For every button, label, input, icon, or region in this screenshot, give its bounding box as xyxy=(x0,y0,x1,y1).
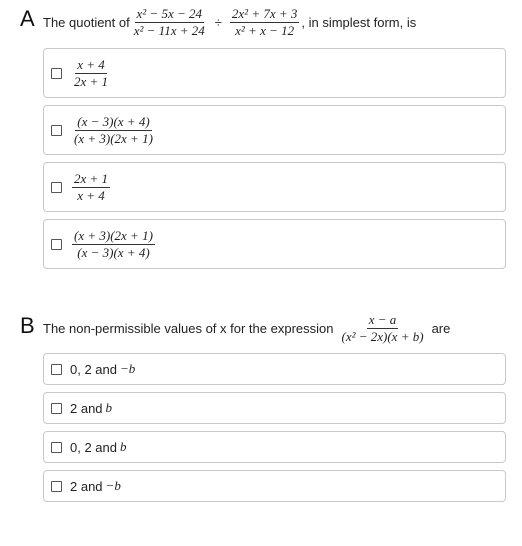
option-text: 2 and xyxy=(70,478,103,494)
question-b-option-1[interactable] xyxy=(43,353,506,385)
option-variable: b xyxy=(120,439,127,454)
question-b-option-3[interactable] xyxy=(43,431,506,463)
option-denominator: (x + 3)(2x + 1) xyxy=(74,130,153,146)
question-a-option-1[interactable] xyxy=(43,48,506,98)
checkbox[interactable] xyxy=(51,182,62,193)
checkbox[interactable] xyxy=(51,239,62,250)
option-denominator: (x − 3)(x + 4) xyxy=(77,244,150,260)
fraction-2-numerator: 2x² + 7x + 3 xyxy=(231,5,298,21)
option-fraction xyxy=(72,229,155,260)
question-a-option-2[interactable] xyxy=(43,105,506,155)
option-fraction xyxy=(72,115,155,146)
option-numerator: (x − 3)(x + 4) xyxy=(77,113,150,129)
option-label xyxy=(70,400,112,416)
checkbox[interactable] xyxy=(51,125,62,136)
question-b-option-4[interactable] xyxy=(43,470,506,502)
option-label xyxy=(70,439,127,455)
option-text: 0, 2 and xyxy=(70,361,117,377)
fraction-2-denominator: x² + x − 12 xyxy=(235,22,295,38)
checkbox[interactable] xyxy=(51,364,62,375)
checkbox[interactable] xyxy=(51,481,62,492)
question-b-prefix: The non-permissible values of x for the expression xyxy=(43,320,334,336)
question-b-fraction xyxy=(339,313,425,344)
checkbox[interactable] xyxy=(51,403,62,414)
option-denominator: x + 4 xyxy=(77,187,105,203)
option-variable: b xyxy=(105,400,113,415)
question-b-stem xyxy=(43,311,450,345)
checkbox[interactable] xyxy=(51,442,62,453)
option-text: 2 and xyxy=(70,400,103,416)
question-a-stem xyxy=(43,5,416,39)
question-b-option-2[interactable] xyxy=(43,392,506,424)
option-variable: −b xyxy=(120,361,136,376)
option-fraction xyxy=(72,172,110,203)
fraction-numerator: x − a xyxy=(368,311,397,327)
divide-operator: ÷ xyxy=(214,14,222,30)
option-denominator: 2x + 1 xyxy=(74,73,109,89)
fraction-1-denominator: x² − 11x + 24 xyxy=(133,22,205,38)
question-a-suffix: , in simplest form, is xyxy=(301,14,417,30)
question-a-option-4[interactable] xyxy=(43,219,506,269)
checkbox[interactable] xyxy=(51,68,62,79)
option-label xyxy=(70,361,135,377)
question-b-suffix: are xyxy=(431,320,451,336)
fraction-1-numerator: x² − 5x − 24 xyxy=(136,5,202,21)
option-numerator: (x + 3)(2x + 1) xyxy=(74,227,153,243)
option-numerator: 2x + 1 xyxy=(74,170,109,186)
option-fraction xyxy=(72,58,110,89)
fraction-denominator: (x² − 2x)(x + b) xyxy=(341,328,424,344)
option-variable: −b xyxy=(105,478,121,493)
question-a-fraction-1 xyxy=(132,7,207,38)
question-a-prefix: The quotient of xyxy=(43,14,130,30)
option-numerator: x + 4 xyxy=(77,56,105,72)
option-text: 0, 2 and xyxy=(70,439,117,455)
question-b-letter: B xyxy=(20,313,35,338)
question-a-letter: A xyxy=(20,6,35,31)
question-a-fraction-2 xyxy=(230,7,299,38)
option-label xyxy=(70,478,121,494)
question-a-option-3[interactable] xyxy=(43,162,506,212)
